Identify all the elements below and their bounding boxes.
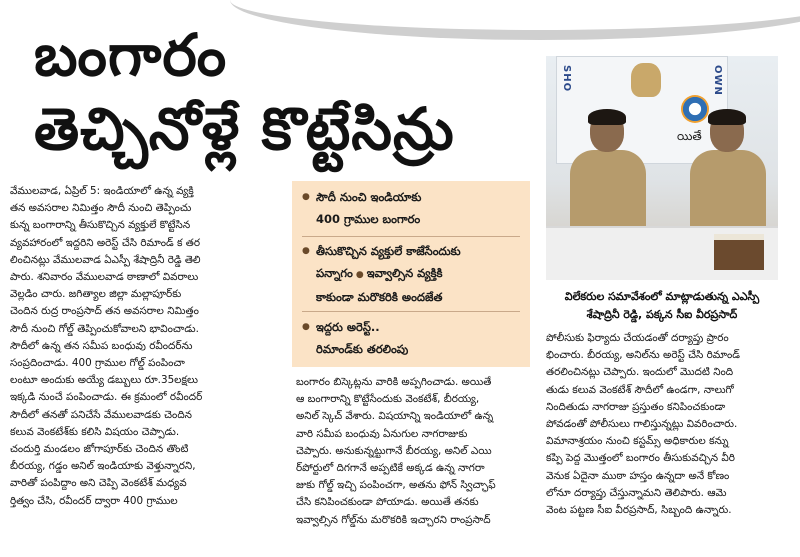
- highlight-item-3: [300, 316, 526, 360]
- article-line: ర్‌పోర్టులో దిగగానే అప్పటికే అక్కడ ఉన్న నాగరా: [296, 462, 485, 475]
- article-line: సౌదీలో ఉన్న తన సమీప బంధువు రవీందర్‌ను: [10, 339, 193, 352]
- highlight-2-line-2a: పన్నాగం: [316, 266, 353, 280]
- top-decorative-swoosh: [230, 0, 800, 40]
- highlight-item-1: [300, 186, 526, 230]
- article-line: తన అవసరాల నిమిత్తం సౌదీ నుంచి తెప్పించు: [10, 202, 192, 215]
- article-line: వారి సమీప బంధువు ఏనుగుల నాగరాజుకు: [296, 427, 468, 440]
- highlight-2-line-1: ● తీసుకొచ్చిన వ్యక్తులే కాజేసేందుకు: [300, 240, 526, 262]
- highlight-2-line-2: [300, 262, 526, 286]
- highlight-divider: [302, 236, 520, 237]
- article-line: సౌదీలో తనతో పనిచేసే వేములవాడకు చెందిన: [10, 408, 192, 421]
- article-line: లంటూ అందుకు అయ్యే డబ్బులు రూ.35లక్షలు: [10, 374, 198, 387]
- article-line: పారు. శనివారం వేములవాడ ఠాణాలో వివరాలు: [10, 271, 199, 284]
- article-line: వ్యవహారంలో ఇద్దరిని అరెస్ట్ చేసి రిమాండ్ క తర: [10, 236, 201, 249]
- banner-word: యితే: [677, 129, 702, 143]
- highlight-divider: [302, 311, 520, 312]
- article-line: తరలించినట్లు చెప్పారు. ఇందులో మొదటి నింది: [546, 366, 734, 379]
- press-meet-photo: [546, 56, 778, 280]
- article-line: ర్తిత్వం చేసి, రవీందర్ ద్వారా 400 గ్రాముల: [10, 494, 178, 507]
- article-line: వేములవాడ, ఏప్రిల్ 5: ఇండియాలో ఉన్న వ్యక్తి: [10, 185, 194, 197]
- bullet-icon: ●: [355, 270, 364, 280]
- article-line: తుడు కలువ వెంకటేశ్ సౌదీలో ఉండగా, నాలుగో: [546, 383, 734, 396]
- caption-line-2: శేషాద్రినీ రెడ్డి, పక్కన సీఐ వీరప్రసాద్: [586, 308, 738, 321]
- article-line: అనిల్ స్కెచ్ వేశారు. విషయాన్ని ఇండియాలో ఉన్న: [296, 410, 494, 423]
- article-line: వెల్లడిం చారు. జగిత్యాల జిల్లా మల్లాపూర్‌కు: [10, 288, 182, 301]
- article-line: లోనూ దర్యాప్తు చేస్తున్నామని తెలిపారు. ఆమె: [546, 486, 727, 499]
- article-column-middle: [296, 374, 530, 529]
- article-column-left: [10, 183, 286, 510]
- article-line: ఇక్కడి నుంచే పంపించాడు. ఈ క్రమంలో రవీందర్: [10, 391, 203, 404]
- article-line: ఇవ్వాల్సిన గోల్డ్‌ను మరొకరికి ఇచ్చారని రాంప్రసాద్: [296, 513, 491, 526]
- highlight-item-2: [300, 240, 526, 308]
- article-line: వెంట పట్టణ సీఐ వీరప్రసాద్, సిబ్బంది ఉన్నారు.: [546, 504, 732, 517]
- article-line: పోలీసుకు ఫిర్యాదు చేయడంతో దర్యాప్తు ప్రారం: [546, 332, 729, 344]
- highlight-2-line-2b: ఇవ్వాల్సిన వ్యక్తికి: [366, 266, 443, 280]
- article-line: ఆ బంగారాన్ని కొట్టేసేందుకు వెంకటేశ్, బీరయ్య,: [296, 393, 480, 406]
- highlight-3-line-1: ● ఇద్దరు అరెస్ట్..: [300, 316, 526, 338]
- article-line: పోవడంతో పోలీసులు గాలిస్తున్నట్లు వివరించారు.: [546, 418, 738, 431]
- article-line: కున్న బంగారాన్ని తీసుకొచ్చిన వ్యక్తులే కొట్టేసిన: [10, 219, 191, 232]
- article-line: నిందితుడు నాగరాజు ప్రస్తుతం కనిపించకుండా: [546, 400, 726, 413]
- file-stack: [714, 234, 764, 270]
- highlight-3-line-2: రిమాండ్‌కు తరలింపు: [316, 342, 409, 356]
- article-line: వెనుక ఏదైనా ముఠా హస్తం ఉన్నదా అనే కోణం: [546, 469, 730, 482]
- article-line: చెప్పారు. అనుకున్నట్టుగానే బీరయ్య, అనిల్ ఎయి: [296, 444, 492, 457]
- article-line: బీరయ్య, గడ్డం అనిల్ ఇండియాకు వెళ్తున్నారని,: [10, 460, 196, 473]
- photo-caption: [546, 288, 778, 324]
- article-column-right: [546, 330, 780, 519]
- officer-woman-figure: [568, 112, 648, 232]
- article-line: చందుర్తి మండలం జోగాపూర్‌కు చెందిన తొంటి: [10, 443, 189, 456]
- emblem-icon: [631, 63, 661, 97]
- article-line: సౌదీ నుంచి గోల్డ్ తెప్పించుకోవాలని భావించాడు.: [10, 322, 199, 335]
- headline-line-2: తెచ్చినోళ్లే కొట్టేసిన్రు: [34, 95, 455, 163]
- article-line: చేసి కనిపించకుండా పోయాడు. అయితే తనకు: [296, 496, 479, 509]
- banner-text-left: SHO: [561, 65, 572, 93]
- article-line: విమానాశ్రయం నుంచి కస్టమ్స్ అధికారుల కన్ను: [546, 435, 729, 448]
- article-line: సంప్రదించాడు. 400 గ్రాముల గోల్డ్ పంపించా: [10, 357, 185, 370]
- banner-text-right: OWN: [712, 65, 723, 96]
- highlight-2-line-3: కాకుండా మరొకరికి అందజేత: [316, 290, 443, 304]
- article-line: బంగారం బిస్కెట్లను వారికి అప్పగించాడు. అయితే: [296, 376, 492, 388]
- highlight-1-line-2: 400 గ్రాముల బంగారం: [316, 212, 421, 226]
- article-line: జుకు గోల్డ్ ఇచ్చి పంపించగా, అతను ఫోన్ స్విచ్ఛాఫ్: [296, 479, 496, 492]
- article-line: భించారు. బీరయ్య, అనిల్‌ను అరెస్ట్ చేసి రిమాండ్: [546, 349, 740, 362]
- officer-man-figure: [688, 112, 768, 232]
- article-line: కలువ వెంకటేశ్‌కు కలిసి విషయం చెప్పాడు.: [10, 425, 180, 438]
- article-line: లించినట్లు వేములవాడ ఏఎస్పీ శేషాద్రినీ రెడ్డి తెలి: [10, 253, 201, 266]
- article-line: చెందిన రుద్ర రాంప్రసాద్ తన అవసరాల నిమిత్తం: [10, 305, 199, 318]
- article-line: కప్పి పెద్ద మొత్తంలో బంగారం తీసుకువచ్చిన వీరి: [546, 452, 735, 465]
- article-line: వారితో పంపిద్దాం అని చెప్పి వెంకటేశ్ మధ్యవ: [10, 477, 187, 490]
- headline-line-1: బంగారం: [34, 21, 228, 89]
- highlight-1-line-1: ● సౌదీ నుంచి ఇండియాకు: [300, 186, 526, 208]
- caption-line-1: విలేకరుల సమావేశంలో మాట్లాడుతున్న ఎఎస్పీ: [564, 290, 760, 303]
